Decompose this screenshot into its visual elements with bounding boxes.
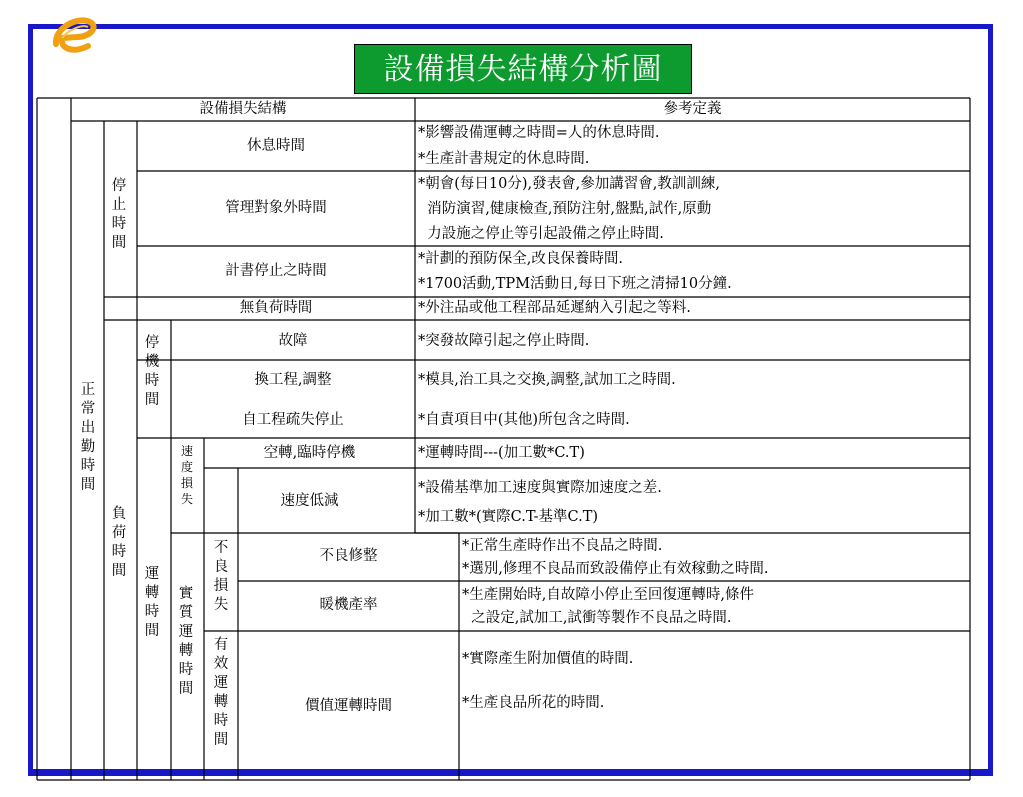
slide-title: 設備損失結構分析圖 [354, 44, 692, 94]
row-rest: 休息時間 [247, 138, 305, 154]
label-stop-time: 停止時間 [111, 178, 127, 251]
def-plan-2: *1700活動,TPM活動日,每日下班之清掃10分鐘. [418, 276, 732, 292]
def-changeover-1: *模具,治工具之交換,調整,試加工之時間. [418, 372, 676, 388]
def-repair-1: *正常生產時作出不良品之時間. [462, 538, 663, 554]
label-run-time: 運轉時間 [144, 566, 160, 639]
label-load-time: 負荷時間 [111, 506, 127, 579]
def-warmup-1: *生產開始時,自故障小停止至回復運轉時,條件 [462, 587, 754, 603]
label-normal-work: 正常出勤時間 [80, 382, 96, 493]
row-idle: 空轉,臨時停機 [263, 445, 356, 461]
label-down-time: 停機時間 [144, 335, 160, 408]
def-mgmt-2: 消防演習,健康檢查,預防注射,盤點,試作,原動 [418, 201, 712, 217]
def-rest-2: *生產計書規定的休息時間. [418, 151, 590, 167]
def-mgmt-3: 力設施之停止等引起設備之停止時間. [418, 226, 664, 242]
label-defect-loss: 不良損失 [213, 540, 229, 613]
def-repair-2: *選別,修理不良品而致設備停止有效稼動之時間. [462, 561, 769, 577]
row-repair: 不良修整 [319, 548, 378, 564]
row-fault: 故障 [278, 333, 308, 349]
row-speed: 速度低減 [280, 493, 339, 509]
def-fault-1: *突發故障引起之停止時間. [418, 333, 590, 349]
row-plan: 計書停止之時間 [225, 263, 327, 279]
row-value: 價值運轉時間 [305, 698, 392, 714]
def-self-1: *自責項目中(其他)所包含之時間. [418, 412, 630, 428]
row-warmup: 暖機產率 [319, 597, 378, 613]
def-speed-1: *設備基準加工速度與實際加速度之差. [418, 480, 662, 496]
row-changeover: 換工程,調整 [254, 372, 332, 388]
label-effective-run: 有效運轉時間 [213, 637, 229, 748]
row-self: 自工程疏失停止 [242, 412, 344, 428]
def-speed-2: *加工數*(實際C.T-基準C.T) [418, 509, 599, 525]
def-rest-1: *影響設備運轉之時間=人的休息時間. [418, 125, 660, 141]
label-real-run: 實質運轉時間 [178, 586, 194, 697]
def-noload-1: *外注品或他工程部品延遲納入引起之等料. [418, 300, 691, 316]
def-mgmt-1: *朝會(每日10分),發表會,參加講習會,教訓訓練, [418, 176, 720, 192]
label-speed-loss: 速度損失 [180, 444, 193, 506]
definition-header: 參考定義 [663, 101, 722, 117]
structure-header: 設備損失結構 [199, 101, 287, 117]
def-value-2: *生產良品所花的時間. [462, 695, 605, 711]
row-noload: 無負荷時間 [239, 300, 313, 316]
def-plan-1: *計劃的預防保全,改良保養時間. [418, 251, 623, 267]
def-warmup-2: 之設定,試加工,試衝等製作不良品之時間. [462, 610, 732, 626]
row-mgmt: 管理對象外時間 [225, 200, 327, 216]
def-value-1: *實際產生附加價值的時間. [462, 651, 634, 667]
def-idle-1: *運轉時間---(加工數*C.T) [418, 445, 585, 461]
